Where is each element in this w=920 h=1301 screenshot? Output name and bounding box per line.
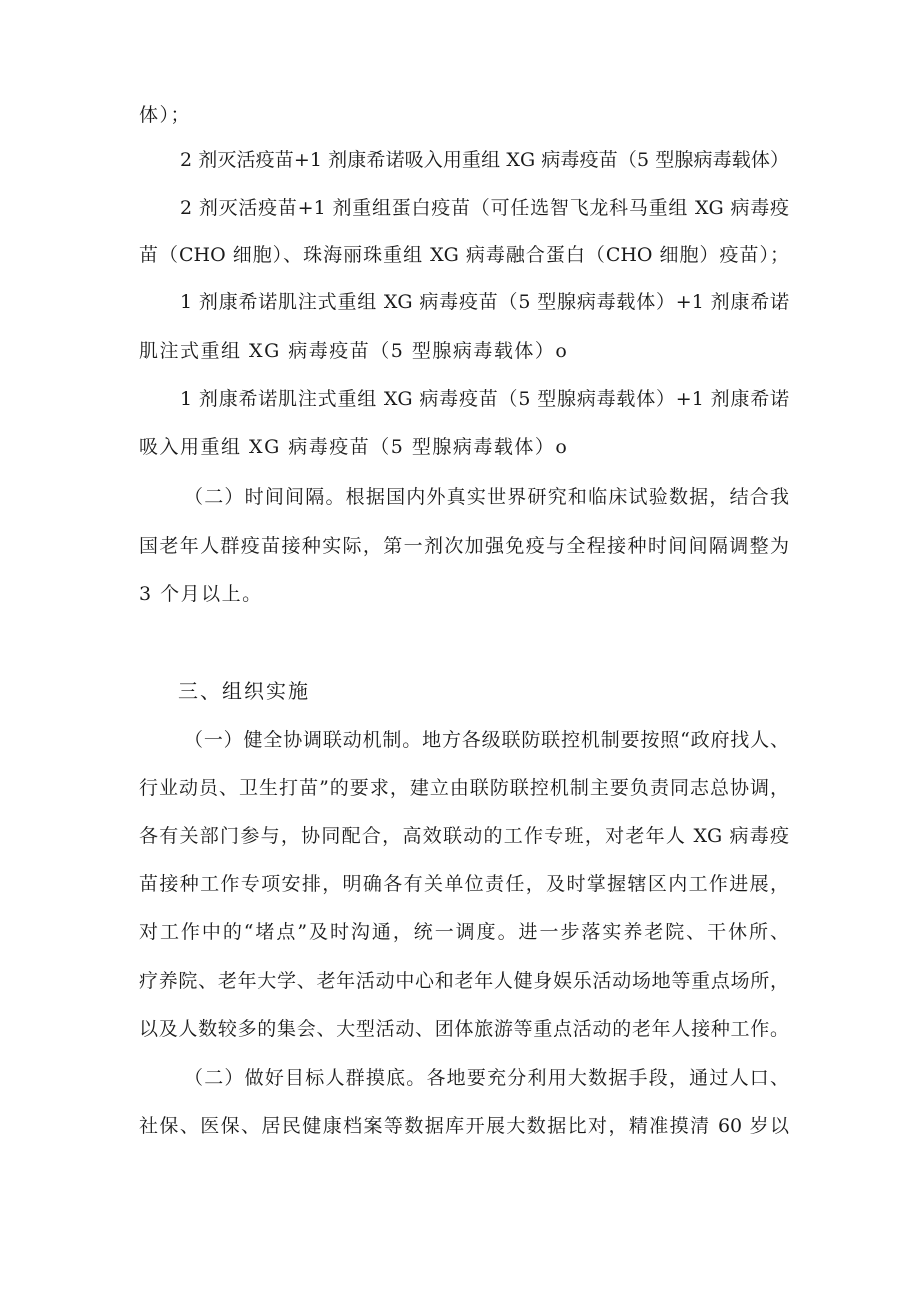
text-line: （二）做好目标人群摸底。各地要充分利用大数据手段，通过人口、 [184,1067,789,1089]
text-line: 以及人数较多的集会、大型活动、团体旅游等重点活动的老年人接种工作。 [139,1018,789,1040]
text-line: 国老年人群疫苗接种实际，第一剂次加强免疫与全程接种时间间隔调整为 [139,535,789,557]
text-line: 2 剂灭活疫苗+1 剂重组蛋白疫苗（可任选智飞龙科马重组 XG 病毒疫 [180,197,789,219]
text-line: （二）时间间隔。根据国内外真实世界研究和临床试验数据，结合我 [184,486,789,508]
text-line: 肌注式重组 XG 病毒疫苗（5 型腺病毒载体）o [139,340,569,362]
text-line: 社保、医保、居民健康档案等数据库开展大数据比对，精准摸清 60 岁以 [139,1115,789,1137]
text-line: 对工作中的“堵点”及时沟通，统一调度。进一步落实养老院、干休所、 [139,921,789,943]
text-line: 1 剂康希诺肌注式重组 XG 病毒疫苗（5 型腺病毒载体）+1 剂康希诺 [180,388,789,410]
text-line: 2 剂灭活疫苗+1 剂康希诺吸入用重组 XG 病毒疫苗（5 型腺病毒载体） [180,149,789,171]
text-line: 行业动员、卫生打苗”的要求，建立由联防联控机制主要负责同志总协调， [139,777,789,799]
text-line: 疗养院、老年大学、老年活动中心和老年人健身娱乐活动场地等重点场所， [139,970,789,992]
section-heading: 三、组织实施 [178,679,310,703]
text-line: 各有关部门参与，协同配合，高效联动的工作专班，对老年人 XG 病毒疫 [139,825,789,847]
text-line: 1 剂康希诺肌注式重组 XG 病毒疫苗（5 型腺病毒载体）+1 剂康希诺 [180,291,789,313]
text-line: （一）健全协调联动机制。地方各级联防联控机制要按照“政府找人、 [184,729,789,751]
text-line: 体）； [139,104,192,126]
text-line: 苗接种工作专项安排，明确各有关单位责任，及时掌握辖区内工作进展， [139,873,789,895]
text-line: 3 个月以上。 [139,583,263,605]
text-line: 苗（CHO 细胞）、珠海丽珠重组 XG 病毒融合蛋白（CHO 细胞）疫苗）； [139,244,789,266]
text-line: 吸入用重组 XG 病毒疫苗（5 型腺病毒载体）o [139,436,569,458]
